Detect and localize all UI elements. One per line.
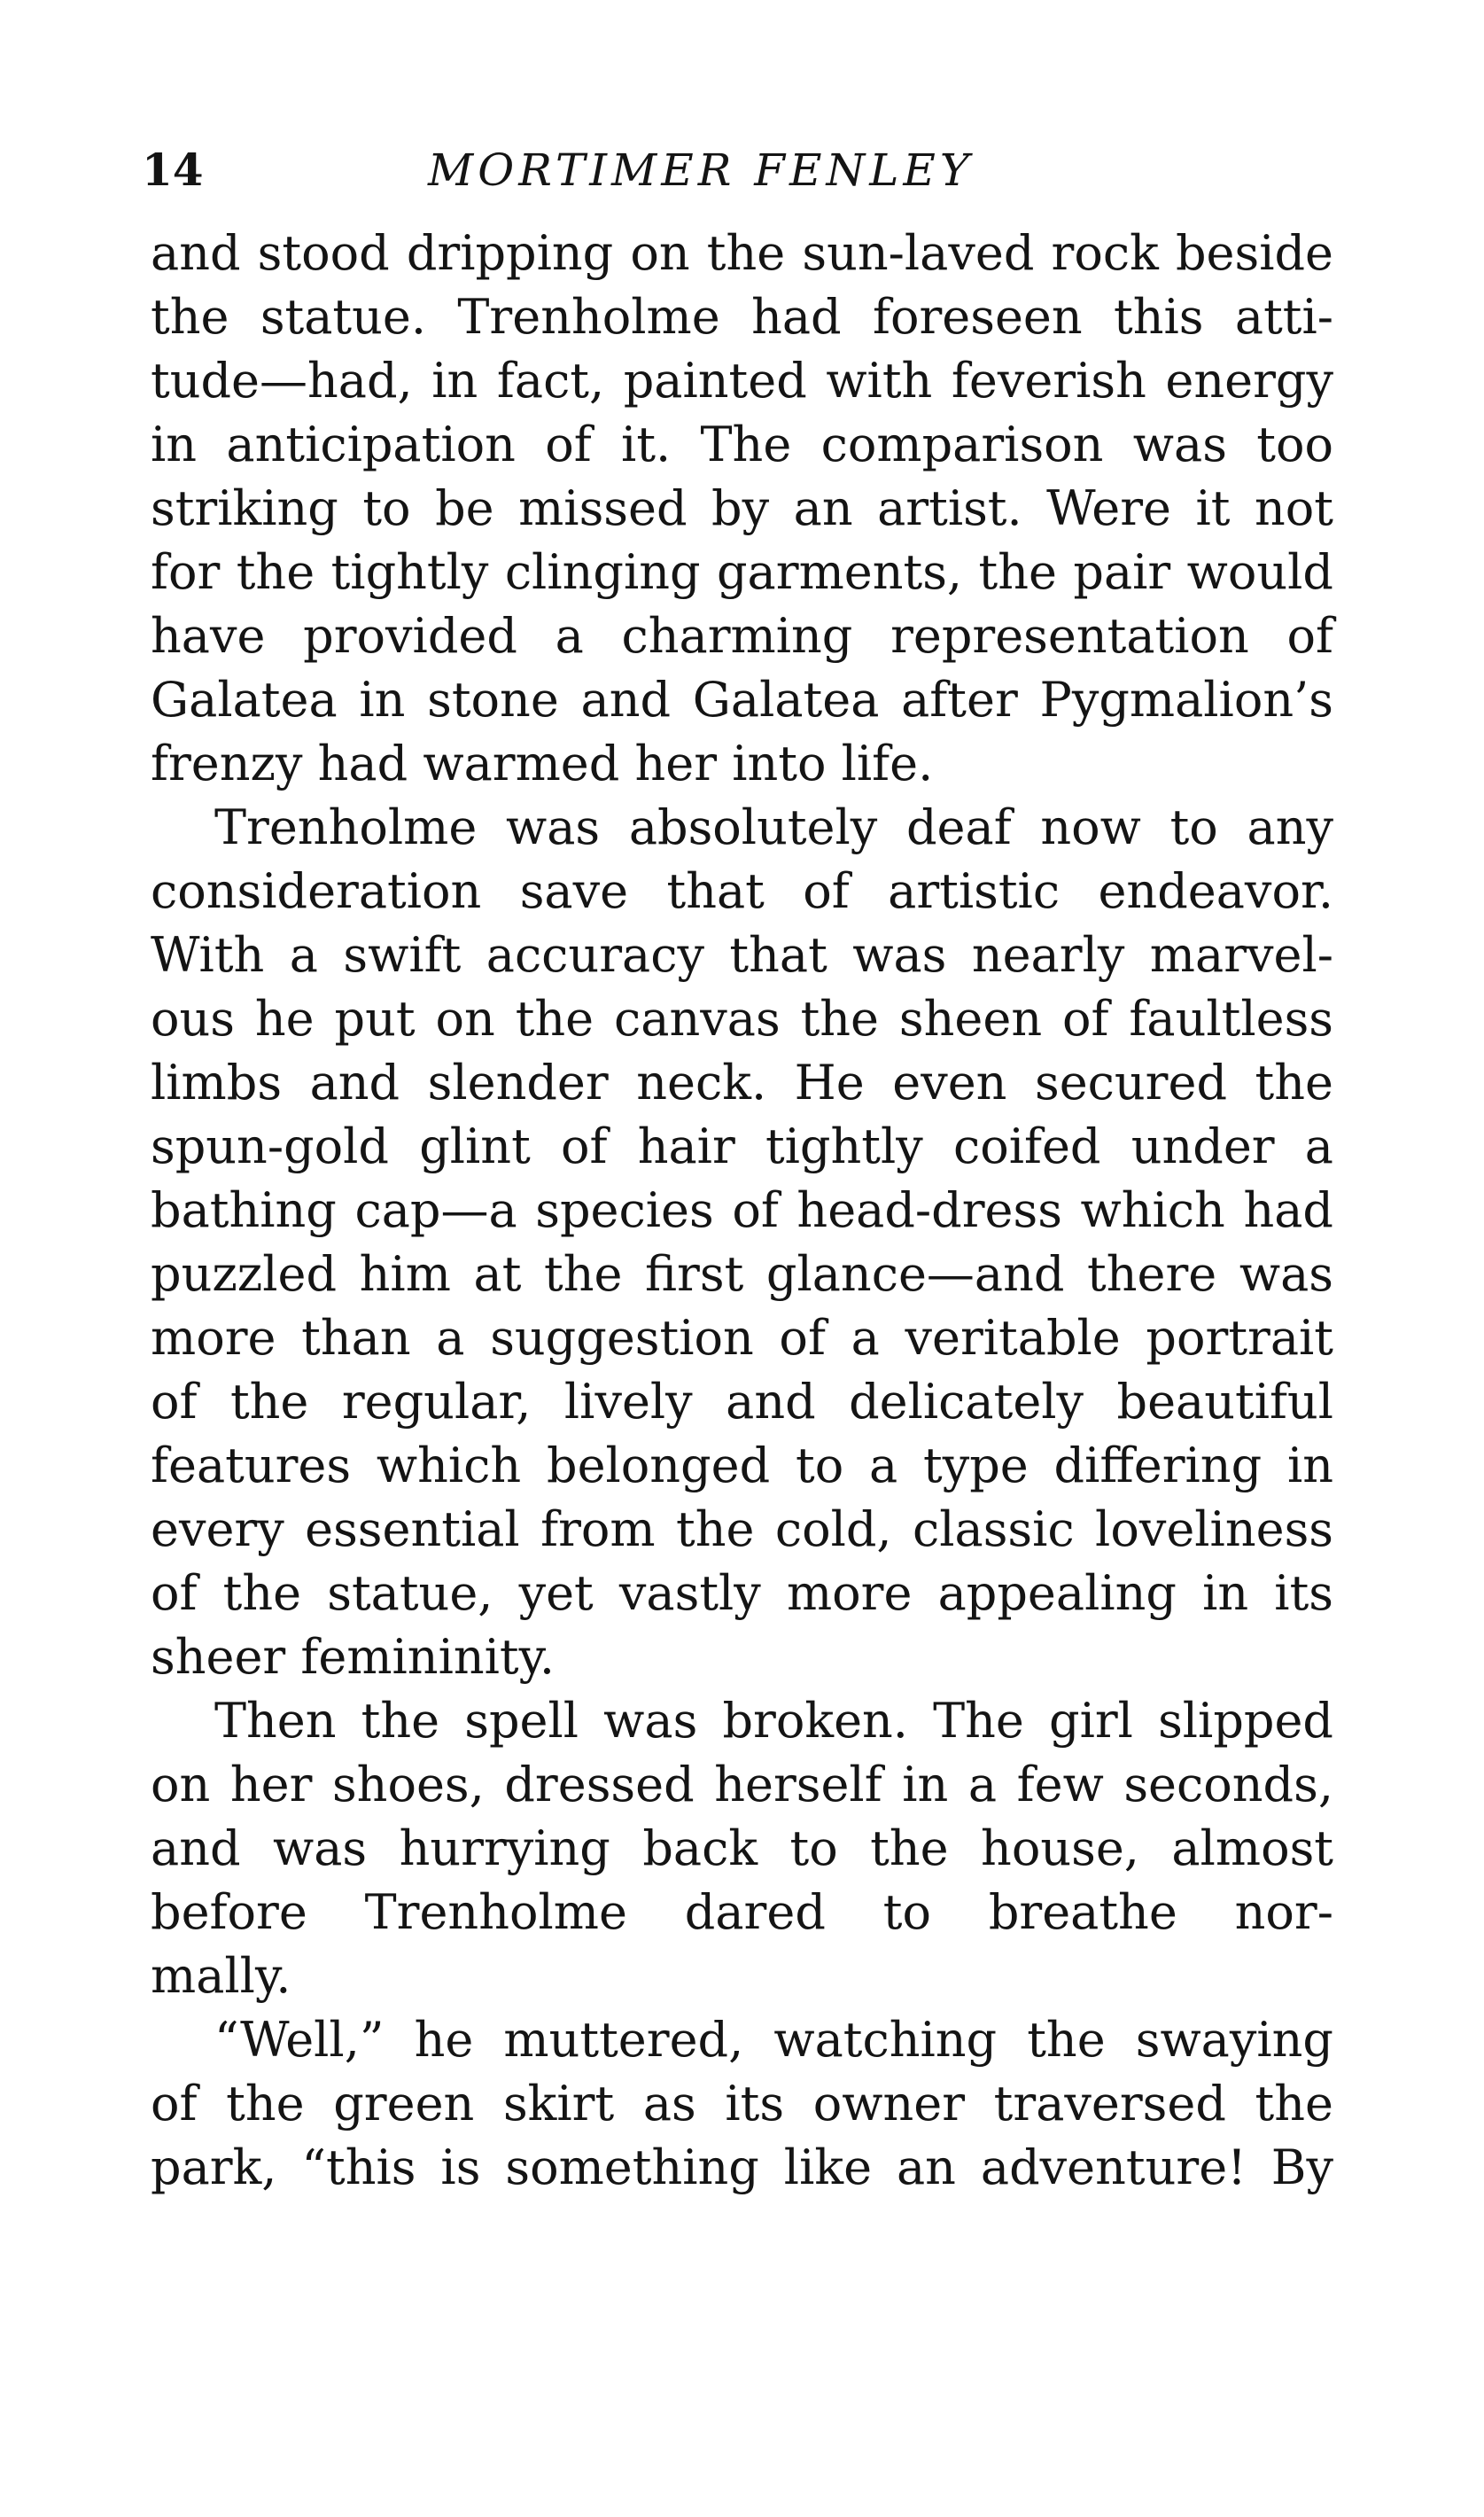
text-line: Then the spell was broken. The girl slipped <box>214 1693 1333 1749</box>
text-line: of the green skirt as its owner traversed the <box>151 2076 1333 2131</box>
paragraph-1 <box>151 222 1333 796</box>
text-line: on her shoes, dressed herself in a few seconds, <box>151 1757 1333 1812</box>
text-line: With a swift accuracy that was nearly marvel- <box>151 927 1333 983</box>
text-line: for the tightly clinging garments, the pair would <box>151 544 1333 600</box>
paragraph-3 <box>151 1689 1333 2008</box>
text-line: mally. <box>151 1948 291 2004</box>
text-line: frenzy had warmed her into life. <box>151 736 934 791</box>
text-line: and stood dripping on the sun-laved rock beside <box>151 225 1333 281</box>
text-line: sheer femininity. <box>151 1629 556 1685</box>
text-line: features which belonged to a type differing in <box>151 1438 1333 1493</box>
text-line: “Well,” he muttered, watching the swaying <box>214 2012 1333 2068</box>
text-line: spun-gold glint of hair tightly coifed under a <box>151 1118 1333 1174</box>
text-line: and was hurrying back to the house, almost <box>151 1820 1333 1876</box>
text-line: striking to be missed by an artist. Were it not <box>151 480 1333 536</box>
text-line: Galatea in stone and Galatea after Pygmalion’s <box>151 672 1333 728</box>
text-line: of the statue, yet vastly more appealing in its <box>151 1565 1333 1621</box>
page-number: 14 <box>142 144 204 196</box>
page-header <box>142 135 1347 206</box>
text-line: of the regular, lively and delicately beautiful <box>151 1374 1333 1430</box>
running-head: MORTIMER FENLEY <box>428 144 974 196</box>
text-line: more than a suggestion of a veritable portrait <box>151 1310 1333 1366</box>
paragraph-2 <box>151 796 1333 1689</box>
text-line: the statue. Trenholme had foreseen this atti- <box>151 289 1333 345</box>
text-line: have provided a charming representation of <box>151 608 1333 664</box>
text-line: tude—had, in fact, painted with feverish energy <box>151 353 1333 409</box>
text-line: limbs and slender neck. He even secured the <box>151 1055 1333 1110</box>
text-line: every essential from the cold, classic loveliness <box>151 1501 1333 1557</box>
text-line: ous he put on the canvas the sheen of faultless <box>151 991 1333 1047</box>
text-line: Trenholme was absolutely deaf now to any <box>214 799 1333 855</box>
body-text <box>151 222 1333 2200</box>
paragraph-4 <box>151 2008 1333 2200</box>
text-line: before Trenholme dared to breathe nor- <box>151 1884 1333 1940</box>
text-line: park, “this is something like an adventure! By <box>151 2139 1333 2195</box>
text-line: puzzled him at the first glance—and there was <box>151 1246 1333 1302</box>
text-line: in anticipation of it. The comparison was too <box>151 417 1333 472</box>
text-line: bathing cap—a species of head-dress which had <box>151 1182 1333 1238</box>
text-line: consideration save that of artistic endeavor. <box>151 863 1333 919</box>
